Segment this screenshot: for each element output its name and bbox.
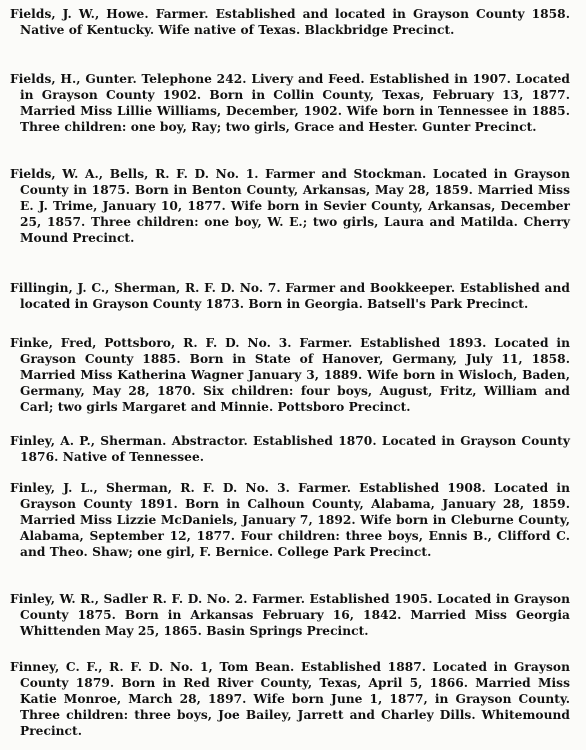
entry-heading: Finke, Fred, Pottsboro, [10,336,176,350]
entry-heading: Fields, H., Gunter. [10,72,137,86]
entry-body: Farmer. Established and located in Grayson County 1858. Native of Kentucky. Wife native of Texas. Blackbridge Precinct. [20,7,571,38]
entry-heading: Finley, J. L., Sherman, [10,481,173,495]
entry-body: R. F. D. No. 3. Farmer. Established 1908. Located in Grayson County 1891. Born in Calhoun County, Alabama, January 28, 1859. Married Miss Lizzie McDaniels, January 7, 1892. Wife born in Cleburne County, Alabama, September 12, 1877. Four children: three boys, Ennis B., Clifford C. and Theo. Shaw; one girl, F. Bernice. College Park Precinct. [20,481,570,560]
directory-entry [10,433,570,465]
entry-body: R. F. D. No. 7. Farmer and Bookkeeper. Established and located in Grayson County 1873. Born in Georgia. Batsell's Park Precinct. [20,281,570,312]
entry-heading: Fillingin, J. C., Sherman, [10,281,181,295]
directory-entry [10,591,570,639]
directory-entry [10,280,570,312]
entry-heading: Finney, C. F., [10,660,103,674]
entry-body: Abstractor. Established 1870. Located in Grayson County 1876. Native of Tennessee. [20,434,570,465]
entry-body: R. F. D. No. 3. Farmer. Established 1893. Located in Grayson County 1885. Born in State of Hanover, Germany, July 11, 1858. Married Miss Katherina Wagner January 3, 1889. Wife born in Wisloch, Baden, Germany, May 28, 1870. Six children: four boys, August, Fritz, William and Carl; two girls Margaret and Minnie. Pottsboro Precinct. [20,336,570,415]
directory-entry [10,335,570,415]
entry-heading: Finley, A. P., Sherman. [10,434,167,448]
directory-entry [10,166,570,246]
entry-body: R. F. D. No. 2. Farmer. Established 1905. Located in Grayson County 1875. Born in Arkansas February 16, 1842. Married Miss Georgia Whittenden May 25, 1865. Basin Springs Precinct. [20,592,570,639]
directory-entry [10,480,570,560]
entry-heading: Finley, W. R., Sadler [10,592,148,606]
entry-heading: Fields, W. A., Bells, [10,167,149,181]
directory-entry [10,6,570,38]
entry-heading: Fields, J. W., Howe. [10,7,149,21]
entry-body: Telephone 242. Livery and Feed. Established in 1907. Located in Grayson County 1902. Born in Collin County, Texas, February 13, 1877. Married Miss Lillie Williams, December, 1902. Wife born in Tennessee in 1885. Three children: one boy, Ray; two girls, Grace and Hester. Gunter Precinct. [20,72,571,135]
directory-entry [10,659,570,739]
directory-entry [10,71,570,135]
entry-body: R. F. D. No. 1. Farmer and Stockman. Located in Grayson County in 1875. Born in Benton County, Arkansas, May 28, 1859. Married Miss E. J. Trime, January 10, 1877. Wife born in Sevier County, Arkansas, December 25, 1857. Three children: one boy, W. E.; two girls, Laura and Matilda. Cherry Mound Precinct. [20,167,571,246]
entry-body: R. F. D. No. 1, Tom Bean. Established 1887. Located in Grayson County 1879. Born in Red River County, Texas, April 5, 1866. Married Miss Katie Monroe, March 28, 1897. Wife born June 1, 1877, in Grayson County. Three children: three boys, Joe Bailey, Jarrett and Charley Dills. Whitemound Precinct. [20,660,570,739]
